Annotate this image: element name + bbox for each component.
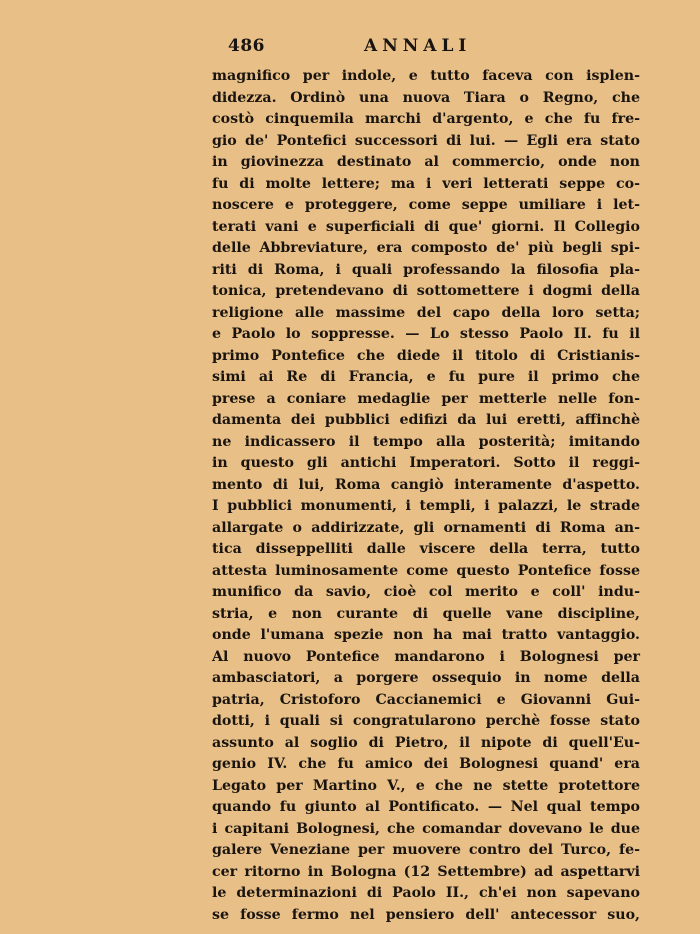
text-line: galere Veneziane per muovere contro del Turco, fe- — [212, 842, 640, 858]
page-number: 486 — [228, 36, 265, 56]
text-line: Legato per Martino V., e che ne stette protettore — [212, 777, 640, 794]
text-line: assunto al soglio di Pietro, il nipote di quell'Eu- — [212, 734, 640, 751]
text-line: simi ai Re di Francia, e fu pure il primo che — [212, 369, 640, 385]
text-line: prese a coniare medaglie per metterle nelle fon- — [212, 390, 640, 407]
text-line: onde l'umana spezie non ha mai tratto vantaggio. — [212, 627, 640, 643]
text-line: mento di lui, Roma cangiò interamente d'aspetto. — [212, 476, 640, 493]
text-line: attesta luminosamente come questo Pontefice fosse — [212, 562, 640, 579]
text-line: ambasciatori, a porgere ossequio in nome della — [212, 670, 640, 686]
text-line: se fosse fermo nel pensiero dell' antecessor suo, — [212, 906, 640, 923]
text-line: terati vani e superficiali di que' giorni. Il Collegio — [212, 218, 640, 235]
text-line: magnifico per indole, e tutto faceva con isplen- — [212, 68, 640, 84]
text-line: quando fu giunto al Pontificato. — Nel qual tempo — [212, 799, 640, 815]
text-line: ne indicassero il tempo alla posterità; imitando — [212, 433, 640, 450]
running-head: ANNALI — [364, 36, 472, 56]
text-line: in giovinezza destinato al commercio, onde non — [212, 154, 640, 170]
text-line: delle Abbreviature, era composto de' più begli spi- — [212, 240, 640, 256]
text-line: religione alle massime del capo della loro setta; — [212, 304, 640, 321]
text-line: damenta dei pubblici edifizi da lui eretti, affinchè — [212, 412, 640, 428]
text-line: noscere e proteggere, come seppe umiliare i let- — [212, 197, 640, 213]
text-line: fu di molte lettere; ma i veri letterati seppe co- — [212, 175, 640, 192]
text-line: gio de' Pontefici successori di lui. — Egli era stato — [212, 132, 640, 149]
text-line: e Paolo lo soppresse. — Lo stesso Paolo II. fu il — [212, 326, 640, 342]
text-line: Al nuovo Pontefice mandarono i Bolognesi per — [212, 648, 640, 665]
text-line: cer ritorno in Bologna (12 Settembre) ad aspettarvi — [212, 863, 640, 880]
text-line: allargate o addirizzate, gli ornamenti di Roma an- — [212, 519, 640, 536]
text-line: genio IV. che fu amico dei Bolognesi quand' era — [212, 756, 640, 772]
text-line: le determinazioni di Paolo II., ch'ei non sapevano — [212, 885, 640, 901]
text-line: i capitani Bolognesi, che comandar dovevano le due — [212, 820, 640, 837]
text-line: in questo gli antichi Imperatori. Sotto il reggi- — [212, 455, 640, 471]
body-text — [212, 66, 640, 926]
text-line: riti di Roma, i quali professando la filosofia pla- — [212, 261, 640, 278]
text-line: patria, Cristoforo Caccianemici e Giovanni Gui- — [212, 691, 640, 708]
text-line: munifico da savio, cioè col merito e coll' indu- — [212, 584, 640, 600]
page-header — [228, 36, 508, 62]
text-line: primo Pontefice che diede il titolo di Cristianis- — [212, 347, 640, 364]
text-line: dotti, i quali si congratularono perchè fosse stato — [212, 713, 640, 729]
text-line: tonica, pretendevano di sottomettere i dogmi della — [212, 283, 640, 299]
text-line: tica disseppelliti dalle viscere della terra, tutto — [212, 541, 640, 557]
text-line: stria, e non curante di quelle vane discipline, — [212, 605, 640, 622]
text-line: I pubblici monumenti, i templi, i palazzi, le strade — [212, 498, 640, 514]
text-line: didezza. Ordinò una nuova Tiara o Regno, che — [212, 89, 640, 106]
text-line: costò cinquemila marchi d'argento, e che fu fre- — [212, 111, 640, 127]
